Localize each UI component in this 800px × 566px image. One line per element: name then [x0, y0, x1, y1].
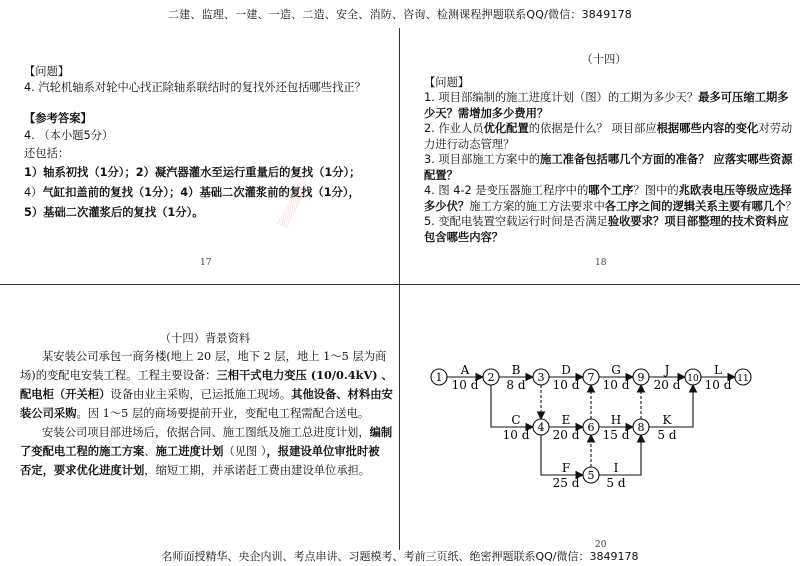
bottom-left-page: [20, 330, 393, 480]
activity-duration-l: 10 d: [704, 378, 732, 392]
vertical-divider: [399, 28, 400, 550]
node-label-7: 7: [587, 371, 595, 384]
node-label-5: 5: [587, 469, 595, 482]
top-left-page: [24, 64, 366, 223]
activity-label-j: J: [664, 363, 670, 377]
answer-also: 还包括：: [24, 146, 70, 160]
activity-label-g: G: [611, 363, 621, 377]
para1-line3: 配电柜（开关柜）设备由业主采购，已运抵施工现场。其他设备、材料由安: [20, 387, 393, 401]
schedule-network-diagram: [425, 355, 785, 505]
page-number-top-right: 18: [595, 258, 607, 268]
node-label-1: 1: [435, 371, 443, 384]
question-text: 4. 汽轮机轴系对轮中心找正除轴系联结时的复找外还包括哪些找正？: [24, 80, 366, 94]
q4-line1: 4. 图 4-2 是变压器施工程序中的哪个工序？图中的兆欧表电压等级应选择: [424, 184, 792, 197]
node-label-11: 11: [737, 374, 749, 384]
para2-line2: 了变配电工程的施工方案、施工进度计划（见图 ），报建设单位审批时被: [20, 444, 380, 458]
activity-label-h: H: [610, 413, 622, 427]
node-label-4: 4: [537, 421, 545, 434]
para2-line3: 否定，要求优化进度计划，缩短工期，并承诺赶工费由建设单位承担。: [20, 463, 371, 477]
para2-line1: 安装公司项目部进场后，依据合同、施工图纸及施工总进度计划，编制: [42, 425, 393, 439]
activity-label-a: A: [460, 363, 470, 377]
q3-line1: 3. 项目部施工方案中的施工准备包括哪几个方面的准备？ 应落实哪些资源: [424, 153, 793, 166]
answer-item-2: 4）气缸扣盖前的复找（1分）；4）基础二次灌浆前的复找（1分），: [24, 185, 360, 199]
activity-label-e: E: [561, 413, 571, 427]
activity-duration-h: 15 d: [602, 428, 630, 442]
answer-heading: 【参考答案】: [24, 112, 92, 125]
answer-item-3: 5）基础二次灌浆后的复找（1分）。: [24, 205, 204, 219]
activity-duration-d: 10 d: [552, 378, 580, 392]
question-heading: 【问题】: [24, 65, 70, 78]
q5-line1: 5. 变配电装置空载运行时间是否满足验收要求？项目部整理的技术资料应: [424, 215, 789, 228]
activity-duration-i: 5 d: [606, 476, 626, 490]
activity-label-c: C: [511, 413, 521, 427]
q4-line2: 多少伏？施工方案的施工方法要求中各工序之间的逻辑关系主要有哪几个？: [424, 199, 797, 213]
activity-duration-j: 20 d: [653, 378, 681, 392]
activity-label-f: F: [561, 461, 571, 475]
top-right-page: [424, 52, 797, 245]
activity-duration-c: 10 d: [502, 428, 530, 442]
node-label-2: 2: [487, 371, 495, 384]
answer-score: 4. （本小题5分）: [24, 128, 114, 142]
section-label: （十四）: [581, 53, 627, 66]
activity-duration-f: 25 d: [552, 476, 580, 490]
activity-label-l: L: [714, 363, 722, 377]
page-number-bottom-right: 20: [595, 540, 607, 550]
header-banner: 二建、监理、一建、一造、二造、安全、消防、咨询、检测课程押题联系QQ/微信：3849178: [167, 8, 632, 21]
node-label-3: 3: [537, 371, 545, 384]
activity-label-k: K: [662, 413, 672, 427]
page-number-top-left: 17: [200, 258, 212, 268]
activity-label-b: B: [511, 363, 521, 377]
activity-label-d: D: [561, 363, 571, 377]
para1-line2: 场)的变配电安装工程。工程主要设备：三相干式电力变压 (10/0.4kV) 、: [20, 368, 393, 382]
question-heading-right: 【问题】: [424, 75, 470, 89]
para1-line1: 某安装公司承包一商务楼(地上 20 层，地下 2 层，地上 1～5 层为商: [42, 350, 387, 363]
node-label-9: 9: [637, 371, 645, 384]
activity-label-i: I: [613, 461, 619, 475]
q2-line1: 2. 作业人员优化配置的依据是什么？ 项目部应根据哪些内容的变化对劳动: [424, 122, 793, 135]
q1-line1: 1. 项目部编制的施工进度计划（图）的工期为多少天？最多可压缩工期多: [424, 91, 789, 104]
answer-item-1: 1）轴系初找（1分）；2）凝汽器灌水至运行重量后的复找（1分）；: [24, 165, 361, 179]
activity-duration-e: 20 d: [552, 428, 580, 442]
activity-duration-k: 5 d: [657, 428, 677, 442]
node-label-6: 6: [587, 421, 595, 434]
q1-line2: 少天？需增加多少费用？: [424, 106, 549, 120]
node-label-10: 10: [687, 374, 699, 384]
q3-line2: 配置？: [424, 168, 458, 182]
node-label-8: 8: [637, 421, 645, 434]
q5-line2: 包含哪些内容？: [424, 230, 504, 244]
q2-line2: 力进行动态管理？: [424, 137, 515, 151]
horizontal-divider: [0, 284, 800, 285]
activity-duration-a: 10 d: [451, 378, 479, 392]
background-title: （十四）背景资料: [159, 332, 251, 345]
activity-duration-g: 10 d: [602, 378, 630, 392]
para1-line4: 装公司采购。因 1～5 层的商场要提前开业，变配电工程需配合送电。: [20, 406, 370, 420]
watermark-stamp: ░░░░░░░: [278, 181, 311, 229]
activity-duration-b: 8 d: [506, 378, 526, 392]
footer-banner: 名师面授精华、央企内训、考点串讲、习题模考、考前三页纸、绝密押题联系QQ/微信：3849178: [161, 550, 639, 563]
